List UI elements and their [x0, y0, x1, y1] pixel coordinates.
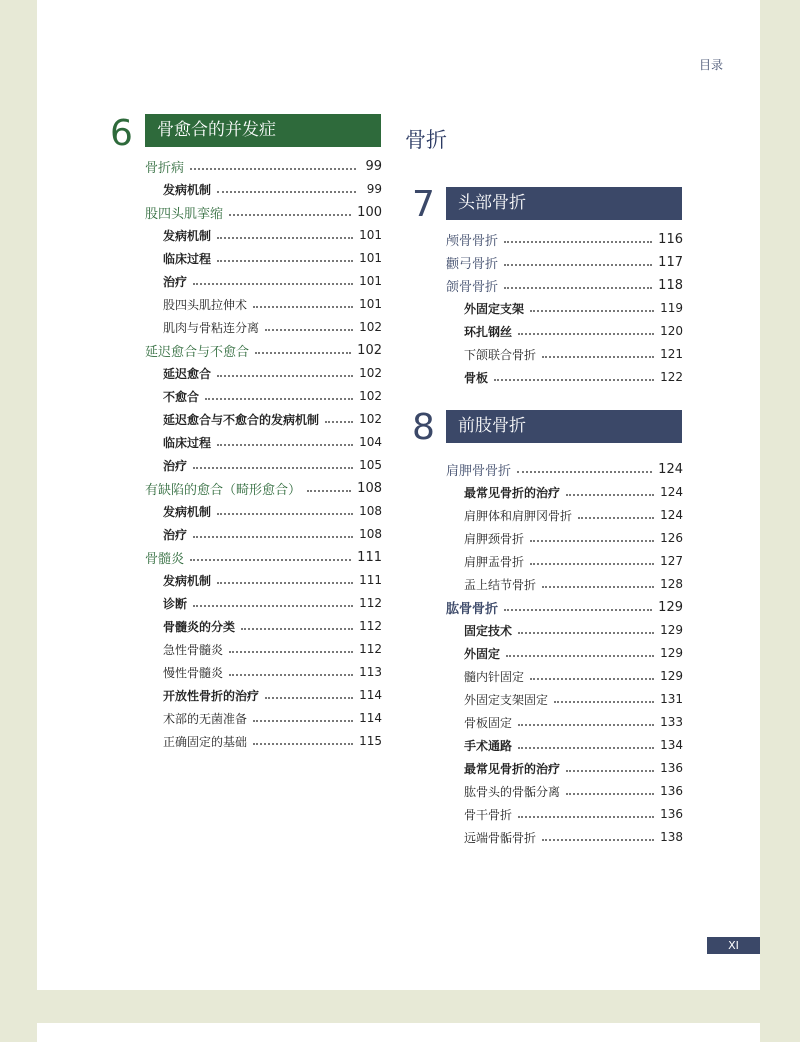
toc-entry-page: 136 [660, 784, 683, 798]
next-page-edge [37, 1023, 760, 1042]
toc-entry [145, 340, 382, 360]
toc-entry [145, 225, 382, 245]
chapter-8-toc [446, 459, 683, 859]
dot-leader [530, 678, 654, 680]
dot-leader [518, 816, 654, 818]
toc-entry-page: 133 [660, 715, 683, 729]
toc-entry-page: 99 [366, 182, 382, 196]
toc-entry [145, 386, 382, 406]
chapter-6-number: 6 [110, 113, 133, 154]
toc-entry [446, 689, 683, 709]
toc-entry-title: 术部的无菌准备 [163, 711, 248, 726]
toc-entry [145, 478, 382, 498]
dot-leader [193, 283, 353, 285]
toc-entry [145, 547, 382, 567]
toc-entry [446, 620, 683, 640]
toc-entry [446, 528, 683, 548]
dot-leader [542, 586, 654, 588]
toc-entry-title: 有缺陷的愈合（畸形愈合） [145, 482, 302, 498]
toc-entry [446, 344, 683, 364]
page-number: XI [707, 937, 760, 954]
toc-entry [446, 551, 683, 571]
dot-leader [265, 697, 353, 699]
toc-entry [145, 317, 382, 337]
toc-entry [145, 731, 382, 751]
dot-leader [504, 241, 652, 243]
dot-leader [229, 674, 353, 676]
toc-entry-title: 延迟愈合与不愈合的发病机制 [163, 412, 320, 427]
toc-entry [446, 758, 683, 778]
toc-entry-page: 118 [658, 277, 683, 293]
dot-leader [265, 329, 353, 331]
dot-leader [506, 655, 654, 657]
toc-entry [145, 639, 382, 659]
dot-leader [566, 793, 654, 795]
toc-entry [446, 712, 683, 732]
toc-entry-page: 124 [660, 485, 683, 499]
toc-entry [446, 804, 683, 824]
toc-entry-title: 肩胛颈骨折 [464, 531, 525, 546]
running-head: 目录 [698, 58, 723, 72]
dot-leader [530, 563, 654, 565]
toc-entry-title: 发病机制 [163, 182, 212, 197]
toc-entry [145, 662, 382, 682]
toc-entry [446, 735, 683, 755]
toc-entry [145, 501, 382, 521]
toc-entry-page: 101 [359, 274, 382, 288]
dot-leader [518, 333, 654, 335]
toc-entry [145, 570, 382, 590]
toc-entry-title: 发病机制 [163, 228, 212, 243]
toc-entry [145, 248, 382, 268]
toc-entry [446, 827, 683, 847]
toc-entry-page: 112 [359, 619, 382, 633]
toc-entry-title: 颌骨骨折 [446, 279, 499, 295]
dot-leader [578, 517, 654, 519]
toc-entry-page: 99 [365, 158, 382, 174]
toc-entry-page: 120 [660, 324, 683, 338]
toc-entry-title: 环扎钢丝 [464, 324, 513, 339]
toc-entry-title: 手术通路 [464, 738, 513, 753]
toc-entry-title: 正确固定的基础 [163, 734, 248, 749]
toc-entry-title: 开放性骨折的治疗 [163, 688, 260, 703]
toc-entry [145, 708, 382, 728]
toc-entry-title: 股四头肌挛缩 [145, 206, 224, 222]
dot-leader [229, 214, 351, 216]
toc-entry [446, 459, 683, 479]
dot-leader [518, 632, 654, 634]
toc-entry-title: 最常见骨折的治疗 [464, 485, 561, 500]
toc-entry-page: 113 [359, 665, 382, 679]
dot-leader [566, 770, 654, 772]
toc-entry-title: 肩胛盂骨折 [464, 554, 525, 569]
toc-entry-title: 临床过程 [163, 435, 212, 450]
toc-entry-title: 肱骨头的骨骺分离 [464, 784, 561, 799]
toc-entry [145, 685, 382, 705]
toc-entry [145, 432, 382, 452]
dot-leader [190, 168, 356, 170]
dot-leader [307, 490, 351, 492]
toc-entry [446, 252, 683, 272]
toc-entry [446, 643, 683, 663]
toc-entry-title: 延迟愈合 [163, 366, 212, 381]
toc-entry-page: 116 [658, 231, 683, 247]
chapter-7-title: 头部骨折 [446, 187, 682, 220]
toc-entry-page: 112 [359, 642, 382, 656]
toc-entry-page: 112 [359, 596, 382, 610]
dot-leader [530, 310, 654, 312]
dot-leader [217, 582, 353, 584]
toc-entry-title: 发病机制 [163, 573, 212, 588]
toc-entry [446, 229, 683, 249]
toc-entry [145, 524, 382, 544]
toc-entry-title: 颅骨骨折 [446, 233, 499, 249]
toc-entry [446, 505, 683, 525]
toc-entry-title: 肩胛体和肩胛冈骨折 [464, 508, 573, 523]
toc-entry [145, 202, 382, 222]
toc-entry-title: 骨板 [464, 370, 489, 385]
toc-entry-title: 肱骨骨折 [446, 601, 499, 617]
toc-entry [145, 156, 382, 176]
toc-entry-page: 111 [359, 573, 382, 587]
dot-leader [229, 651, 353, 653]
dot-leader [518, 747, 654, 749]
toc-entry-title: 股四头肌拉伸术 [163, 297, 248, 312]
toc-entry-title: 骨髓炎的分类 [163, 619, 236, 634]
toc-entry-page: 136 [660, 807, 683, 821]
chapter-6-toc [145, 156, 382, 756]
chapter-8-number: 8 [412, 407, 435, 448]
toc-entry-title: 外固定支架 [464, 301, 525, 316]
dot-leader [217, 260, 353, 262]
toc-entry-title: 外固定支架固定 [464, 692, 549, 707]
toc-entry-title: 治疗 [163, 527, 188, 542]
toc-entry [446, 597, 683, 617]
toc-entry-title: 下颌联合骨折 [464, 347, 537, 362]
toc-entry [446, 298, 683, 318]
toc-entry-page: 128 [660, 577, 683, 591]
toc-entry [446, 275, 683, 295]
toc-entry-page: 102 [359, 412, 382, 426]
toc-entry [446, 781, 683, 801]
toc-entry-page: 121 [660, 347, 683, 361]
toc-entry-page: 114 [359, 688, 382, 702]
toc-entry-page: 101 [359, 297, 382, 311]
dot-leader [217, 191, 356, 193]
toc-entry-page: 114 [359, 711, 382, 725]
toc-entry-title: 慢性骨髓炎 [163, 665, 224, 680]
dot-leader [554, 701, 654, 703]
toc-entry-page: 129 [660, 646, 683, 660]
toc-entry-page: 102 [357, 342, 382, 358]
toc-entry-page: 124 [658, 461, 683, 477]
toc-entry-title: 外固定 [464, 646, 501, 661]
toc-entry [446, 482, 683, 502]
toc-entry-title: 治疗 [163, 458, 188, 473]
dot-leader [241, 628, 353, 630]
toc-entry-title: 肩胛骨骨折 [446, 463, 512, 479]
chapter-6-title: 骨愈合的并发症 [145, 114, 381, 147]
toc-entry-title: 治疗 [163, 274, 188, 289]
dot-leader [542, 839, 654, 841]
dot-leader [217, 513, 353, 515]
dot-leader [217, 237, 353, 239]
toc-entry-page: 129 [658, 599, 683, 615]
toc-entry-title: 盂上结节骨折 [464, 577, 537, 592]
dot-leader [193, 467, 353, 469]
dot-leader [504, 287, 652, 289]
toc-entry [145, 455, 382, 475]
toc-entry-title: 最常见骨折的治疗 [464, 761, 561, 776]
toc-entry-title: 固定技术 [464, 623, 513, 638]
toc-entry-page: 119 [660, 301, 683, 315]
dot-leader [253, 306, 353, 308]
chapter-7-number: 7 [412, 184, 435, 225]
toc-entry-title: 不愈合 [163, 389, 200, 404]
toc-entry [145, 271, 382, 291]
dot-leader [255, 352, 351, 354]
dot-leader [253, 743, 353, 745]
toc-entry [446, 666, 683, 686]
dot-leader [325, 421, 353, 423]
dot-leader [205, 398, 353, 400]
dot-leader [504, 264, 652, 266]
dot-leader [253, 720, 353, 722]
toc-entry [145, 593, 382, 613]
toc-entry-page: 134 [660, 738, 683, 752]
dot-leader [504, 609, 652, 611]
dot-leader [217, 375, 353, 377]
toc-entry-page: 108 [357, 480, 382, 496]
dot-leader [518, 724, 654, 726]
toc-entry-page: 102 [359, 389, 382, 403]
toc-entry-page: 138 [660, 830, 683, 844]
toc-entry-title: 诊断 [163, 596, 188, 611]
toc-entry [446, 574, 683, 594]
toc-entry-page: 104 [359, 435, 382, 449]
toc-entry-page: 129 [660, 623, 683, 637]
toc-entry-title: 骨折病 [145, 160, 185, 176]
toc-entry [446, 321, 683, 341]
toc-entry-page: 129 [660, 669, 683, 683]
toc-entry-title: 骨板固定 [464, 715, 513, 730]
toc-entry-page: 105 [359, 458, 382, 472]
toc-entry-page: 127 [660, 554, 683, 568]
dot-leader [193, 605, 353, 607]
toc-entry-page: 100 [357, 204, 382, 220]
toc-entry [145, 179, 382, 199]
toc-entry [145, 616, 382, 636]
dot-leader [530, 540, 654, 542]
toc-entry-page: 108 [359, 527, 382, 541]
toc-entry-title: 延迟愈合与不愈合 [145, 344, 250, 360]
toc-entry-page: 102 [359, 320, 382, 334]
toc-entry-page: 136 [660, 761, 683, 775]
toc-entry-title: 临床过程 [163, 251, 212, 266]
dot-leader [494, 379, 654, 381]
toc-entry-page: 108 [359, 504, 382, 518]
part-title: 骨折 [405, 128, 447, 152]
toc-entry-title: 发病机制 [163, 504, 212, 519]
dot-leader [566, 494, 654, 496]
toc-entry-page: 126 [660, 531, 683, 545]
chapter-8-title: 前肢骨折 [446, 410, 682, 443]
toc-entry [145, 409, 382, 429]
toc-entry-title: 急性骨髓炎 [163, 642, 224, 657]
chapter-7-toc [446, 229, 683, 389]
toc-entry-page: 124 [660, 508, 683, 522]
dot-leader [542, 356, 654, 358]
toc-entry-title: 远端骨骺骨折 [464, 830, 537, 845]
dot-leader [193, 536, 353, 538]
toc-entry-page: 115 [359, 734, 382, 748]
toc-entry-page: 122 [660, 370, 683, 384]
toc-entry-page: 111 [357, 549, 382, 565]
toc-entry-page: 102 [359, 366, 382, 380]
toc-entry [145, 363, 382, 383]
toc-entry-title: 骨髓炎 [145, 551, 185, 567]
toc-entry-page: 101 [359, 251, 382, 265]
toc-entry-page: 117 [658, 254, 683, 270]
toc-entry-page: 101 [359, 228, 382, 242]
dot-leader [517, 471, 652, 473]
toc-entry-title: 颧弓骨折 [446, 256, 499, 272]
toc-entry [145, 294, 382, 314]
dot-leader [190, 559, 351, 561]
toc-entry-title: 髓内针固定 [464, 669, 525, 684]
toc-entry-title: 骨干骨折 [464, 807, 513, 822]
toc-entry-title: 肌肉与骨粘连分离 [163, 320, 260, 335]
toc-entry-page: 131 [660, 692, 683, 706]
dot-leader [217, 444, 353, 446]
toc-entry [446, 367, 683, 387]
